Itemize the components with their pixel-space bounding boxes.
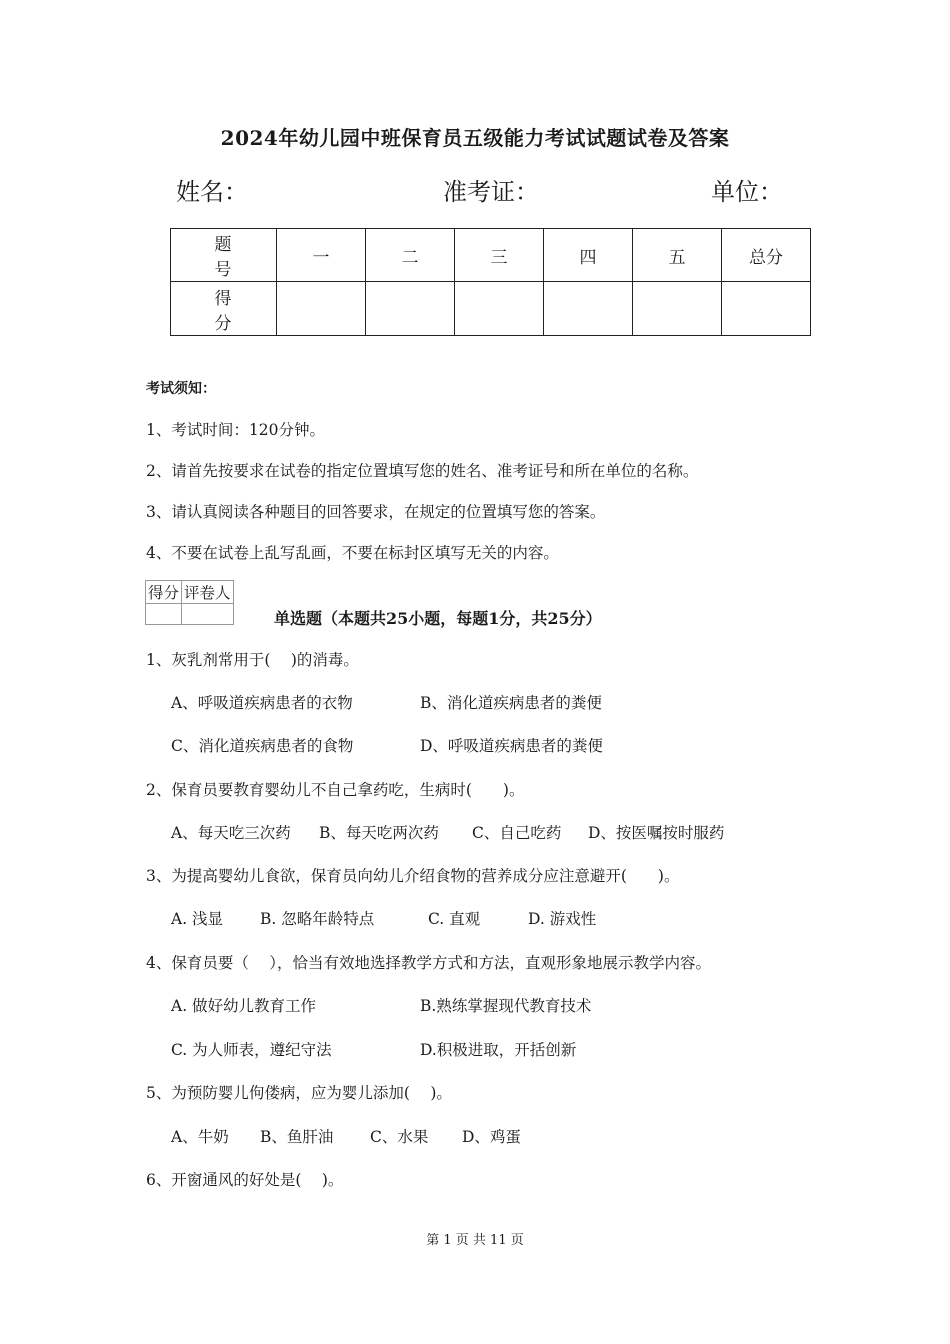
question-stem: 5、为预防婴儿佝偻病，应为婴儿添加( )。 — [146, 1084, 452, 1102]
exam-number-label: 准考证： — [443, 178, 539, 206]
option-d[interactable]: D、按医嘱按时服药 — [588, 824, 725, 842]
score-header-cell: 四 — [544, 229, 633, 282]
score-table — [170, 228, 811, 336]
question-stem: 2、保育员要教育婴幼儿不自己拿药吃，生病时( )。 — [146, 781, 525, 799]
score-input-cell[interactable] — [722, 282, 811, 336]
notice-item: 4、不要在试卷上乱写乱画，不要在标封区填写无关的内容。 — [146, 544, 559, 562]
grader-score-label: 得分 — [146, 581, 182, 604]
question-stem: 3、为提高婴幼儿食欲，保育员向幼儿介绍食物的营养成分应注意避开( )。 — [146, 867, 680, 885]
score-table-score-row — [171, 282, 811, 336]
page-title: 2024年幼儿园中班保育员五级能力考试试题试卷及答案 — [220, 126, 730, 150]
option-b[interactable]: B、每天吃两次药 — [319, 824, 439, 842]
unit-label: 单位： — [711, 178, 783, 206]
notice-item: 3、请认真阅读各种题目的回答要求，在规定的位置填写您的答案。 — [146, 503, 606, 521]
option-c[interactable]: C. 直观 — [428, 910, 481, 928]
option-b[interactable]: B、鱼肝油 — [260, 1128, 334, 1146]
notice-heading: 考试须知： — [146, 381, 216, 397]
section-title: 单选题（本题共25小题，每题1分，共25分） — [274, 609, 602, 628]
score-header-cell: 二 — [366, 229, 455, 282]
grader-box — [145, 580, 234, 625]
score-input-cell[interactable] — [544, 282, 633, 336]
score-header-cell: 一 — [277, 229, 366, 282]
page-footer: 第 1 页 共 11 页 — [426, 1233, 524, 1248]
score-input-cell[interactable] — [455, 282, 544, 336]
option-c[interactable]: C. 为人师表，遵纪守法 — [171, 1041, 332, 1059]
option-d[interactable]: D. 游戏性 — [528, 910, 597, 928]
grader-score-cell[interactable] — [146, 604, 182, 625]
score-input-cell[interactable] — [633, 282, 722, 336]
score-input-cell[interactable] — [277, 282, 366, 336]
score-input-cell[interactable] — [366, 282, 455, 336]
option-a[interactable]: A、呼吸道疾病患者的衣物 — [171, 694, 353, 712]
option-d[interactable]: D、呼吸道疾病患者的粪便 — [420, 737, 603, 755]
option-d[interactable]: D.积极进取，开括创新 — [420, 1041, 577, 1059]
option-b[interactable]: B、消化道疾病患者的粪便 — [420, 694, 602, 712]
option-b[interactable]: B. 忽略年龄特点 — [260, 910, 375, 928]
option-a[interactable]: A、每天吃三次药 — [171, 824, 291, 842]
option-c[interactable]: C、水果 — [370, 1128, 429, 1146]
option-c[interactable]: C、自己吃药 — [472, 824, 562, 842]
score-row-label: 得 分 — [171, 282, 277, 336]
option-a[interactable]: A. 做好幼儿教育工作 — [171, 997, 317, 1015]
score-header-cell: 三 — [455, 229, 544, 282]
name-label: 姓名： — [176, 178, 248, 206]
score-table-header-row — [171, 229, 811, 282]
grader-name-label: 评卷人 — [182, 581, 234, 604]
notice-item: 2、请首先按要求在试卷的指定位置填写您的姓名、准考证号和所在单位的名称。 — [146, 462, 699, 480]
notice-item: 1、考试时间：120分钟。 — [146, 421, 325, 439]
question-stem: 6、开窗通风的好处是( )。 — [146, 1171, 344, 1189]
option-a[interactable]: A、牛奶 — [171, 1128, 229, 1146]
score-header-cell: 五 — [633, 229, 722, 282]
score-header-cell: 题 号 — [171, 229, 277, 282]
option-b[interactable]: B.熟练掌握现代教育技术 — [420, 997, 592, 1015]
score-header-cell: 总分 — [722, 229, 811, 282]
option-c[interactable]: C、消化道疾病患者的食物 — [171, 737, 354, 755]
option-d[interactable]: D、鸡蛋 — [462, 1128, 521, 1146]
option-a[interactable]: A. 浅显 — [171, 910, 224, 928]
grader-name-cell[interactable] — [182, 604, 234, 625]
question-stem: 1、灰乳剂常用于( )的消毒。 — [146, 651, 359, 669]
question-stem: 4、保育员要（ ），恰当有效地选择教学方式和方法，直观形象地展示教学内容。 — [146, 954, 712, 972]
